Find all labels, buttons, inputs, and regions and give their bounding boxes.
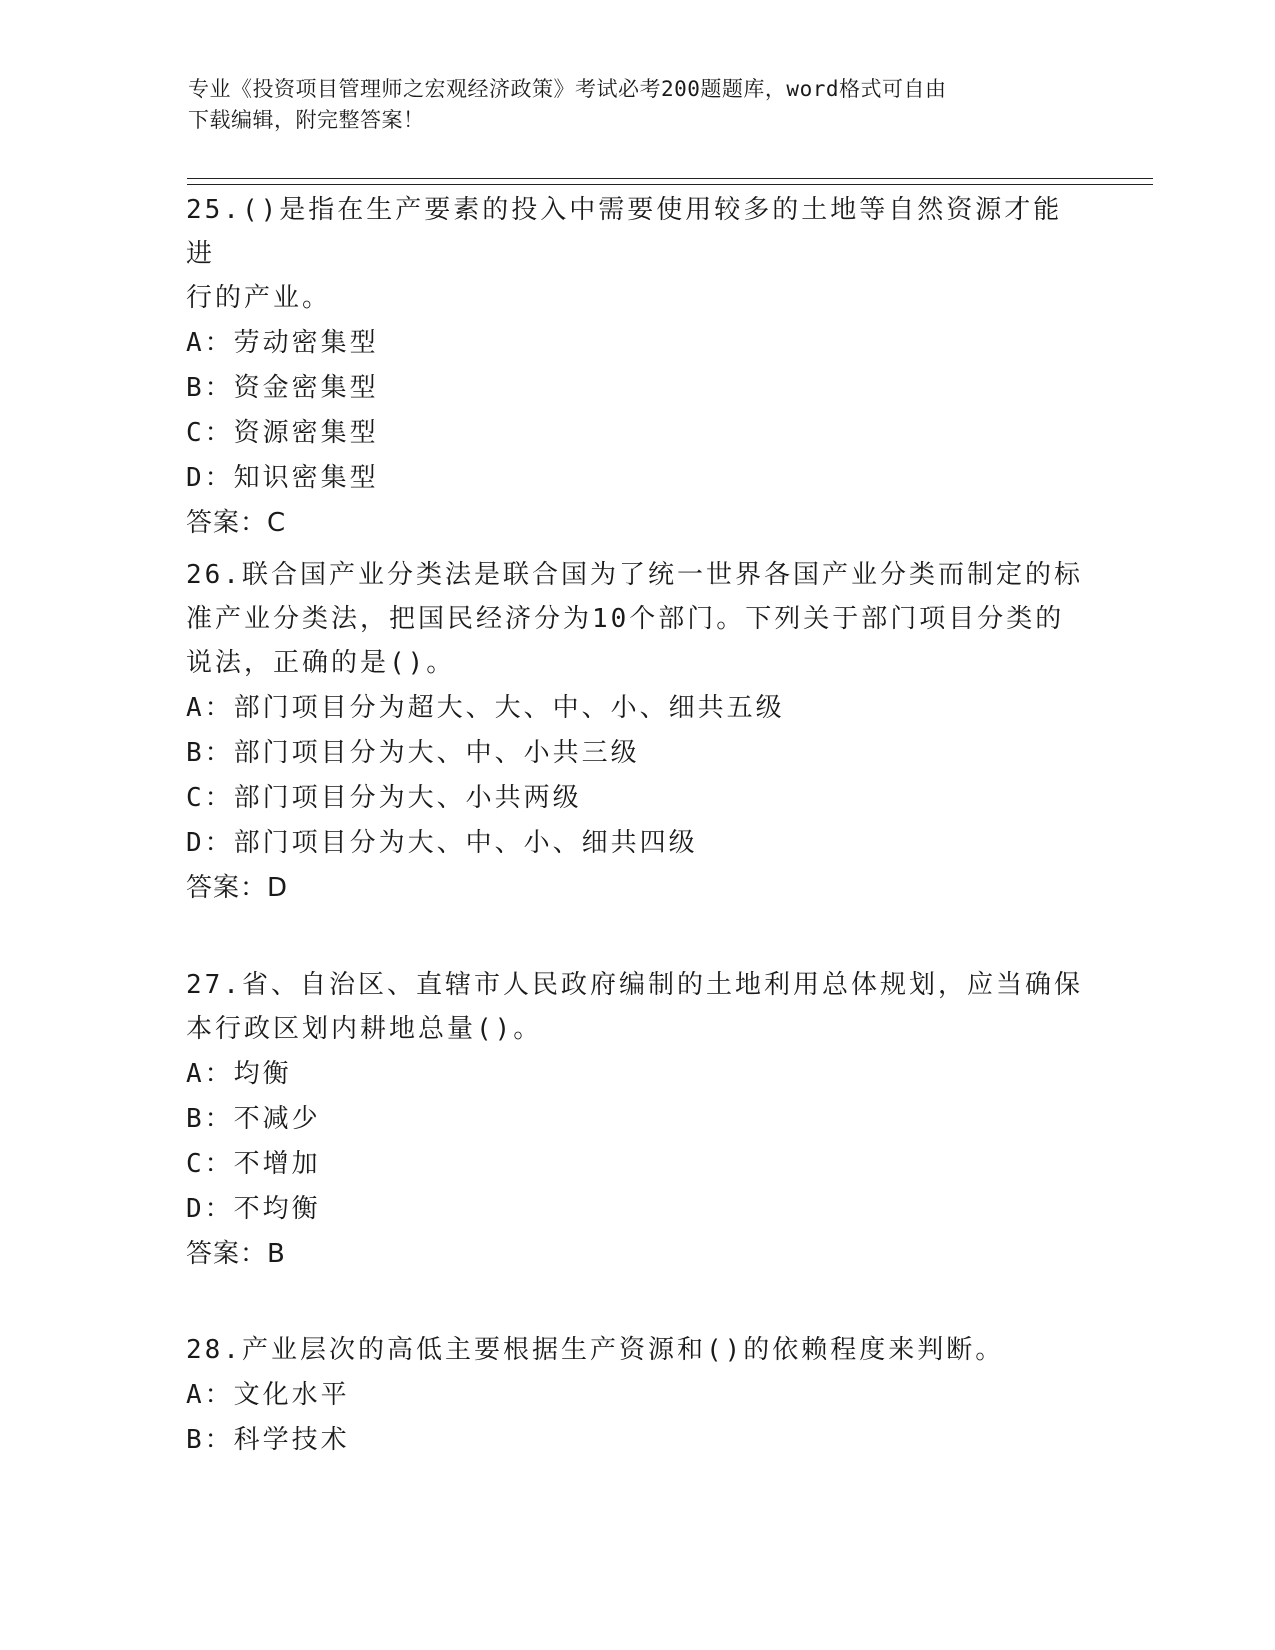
option-a: A：部门项目分为超大、大、中、小、细共五级 (186, 693, 785, 723)
option-a: A：劳动密集型 (186, 328, 379, 358)
answer-line: 答案：D (186, 873, 289, 903)
option-b: B：资金密集型 (186, 373, 379, 403)
question-stem-line: 25.()是指在生产要素的投入中需要使用较多的土地等自然资源才能进 (186, 195, 1063, 269)
option-c: C：资源密集型 (186, 418, 379, 448)
option-b: B：不减少 (186, 1104, 321, 1134)
option-d: D：知识密集型 (186, 463, 379, 493)
option-d: D：不均衡 (186, 1194, 321, 1224)
question-26 (186, 553, 1086, 910)
question-stem-line: 26.联合国产业分类法是联合国为了统一世界各国产业分类而制定的标 (186, 560, 1083, 590)
header-line-1: 专业《投资项目管理师之宏观经济政策》考试必考200题题库，word格式可自由 (188, 77, 947, 101)
option-d: D：部门项目分为大、中、小、细共四级 (186, 828, 698, 858)
option-b: B：部门项目分为大、中、小共三级 (186, 738, 640, 768)
question-25 (186, 188, 1086, 545)
header-divider-bottom (187, 184, 1153, 185)
option-c: C：不增加 (186, 1149, 321, 1179)
question-stem-line: 27.省、自治区、直辖市人民政府编制的土地利用总体规划，应当确保 (186, 970, 1083, 1000)
option-a: A：均衡 (186, 1059, 292, 1089)
header-divider-top (187, 178, 1153, 179)
question-stem-line: 准产业分类法，把国民经济分为10个部门。下列关于部门项目分类的 (186, 604, 1065, 634)
question-27 (186, 963, 1086, 1276)
option-c: C：部门项目分为大、小共两级 (186, 783, 582, 813)
answer-line: 答案：B (186, 1239, 286, 1269)
question-stem-line: 本行政区划内耕地总量()。 (186, 1014, 543, 1044)
option-a: A：文化水平 (186, 1380, 350, 1410)
question-stem-line: 说法，正确的是()。 (186, 648, 456, 678)
question-stem-line: 行的产业。 (186, 283, 332, 313)
option-b: B：科学技术 (186, 1425, 350, 1455)
document-header (188, 74, 1068, 136)
answer-line: 答案：C (186, 508, 287, 538)
question-28 (186, 1328, 1086, 1462)
question-stem-line: 28.产业层次的高低主要根据生产资源和()的依赖程度来判断。 (186, 1335, 1005, 1365)
header-line-2: 下载编辑，附完整答案！ (188, 108, 425, 132)
